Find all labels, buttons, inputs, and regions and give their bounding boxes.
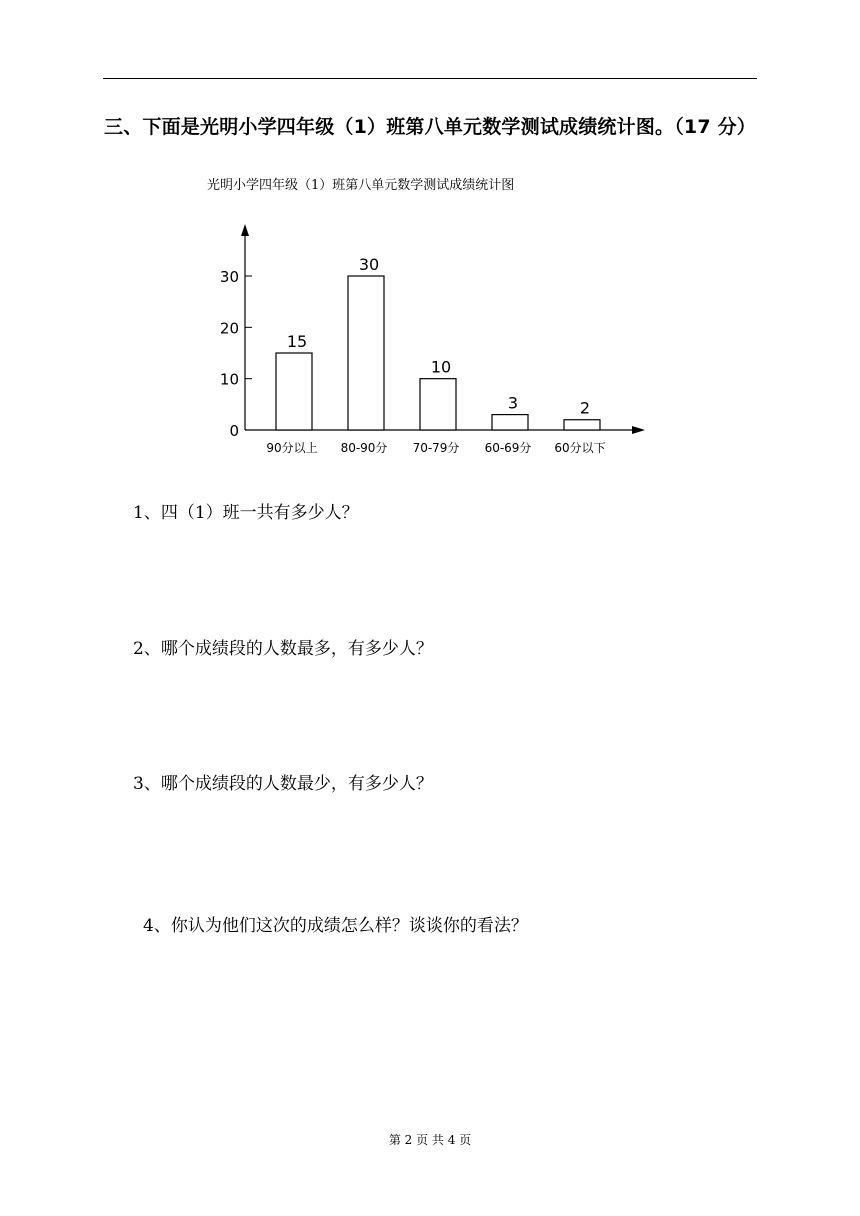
question-3: 3、哪个成绩段的人数最少，有多少人？ xyxy=(133,774,433,794)
y-tick-label: 20 xyxy=(219,319,239,338)
question-1: 1、四（1）班一共有多少人？ xyxy=(133,503,359,523)
bar-value-label: 30 xyxy=(358,255,380,274)
x-axis-arrow xyxy=(632,426,645,434)
bar xyxy=(492,415,528,430)
bar-value-label: 10 xyxy=(430,357,452,377)
category-label: 90分以上 xyxy=(266,441,318,455)
y-tick-label: 30 xyxy=(219,268,239,286)
bar-value-label: 2 xyxy=(579,398,591,418)
bar-chart xyxy=(0,0,860,470)
category-label: 70-79分 xyxy=(412,441,460,455)
question-2: 2、哪个成绩段的人数最多，有多少人？ xyxy=(133,639,433,659)
category-label: 80-90分 xyxy=(340,441,388,455)
category-label: 60分以下 xyxy=(554,441,606,455)
y-tick-label: 0 xyxy=(229,422,239,440)
bar-value-label: 3 xyxy=(507,393,519,413)
chart-title: 光明小学四年级（1）班第八单元数学测试成绩统计图 xyxy=(207,178,515,193)
bar xyxy=(276,353,312,430)
y-axis-arrow xyxy=(241,224,249,236)
section-heading: 三、下面是光明小学四年级（1）班第八单元数学测试成绩统计图。（17 分） xyxy=(104,116,756,138)
page-footer: 第 2 页 共 4 页 xyxy=(388,1133,472,1147)
bar xyxy=(564,420,600,430)
category-label: 60-69分 xyxy=(484,441,532,455)
bar xyxy=(420,379,456,430)
question-4: 4、你认为他们这次的成绩怎么样？谈谈你的看法？ xyxy=(143,916,528,936)
bar-value-label: 15 xyxy=(286,332,308,351)
y-tick-label: 10 xyxy=(219,370,239,389)
bar xyxy=(348,276,384,430)
